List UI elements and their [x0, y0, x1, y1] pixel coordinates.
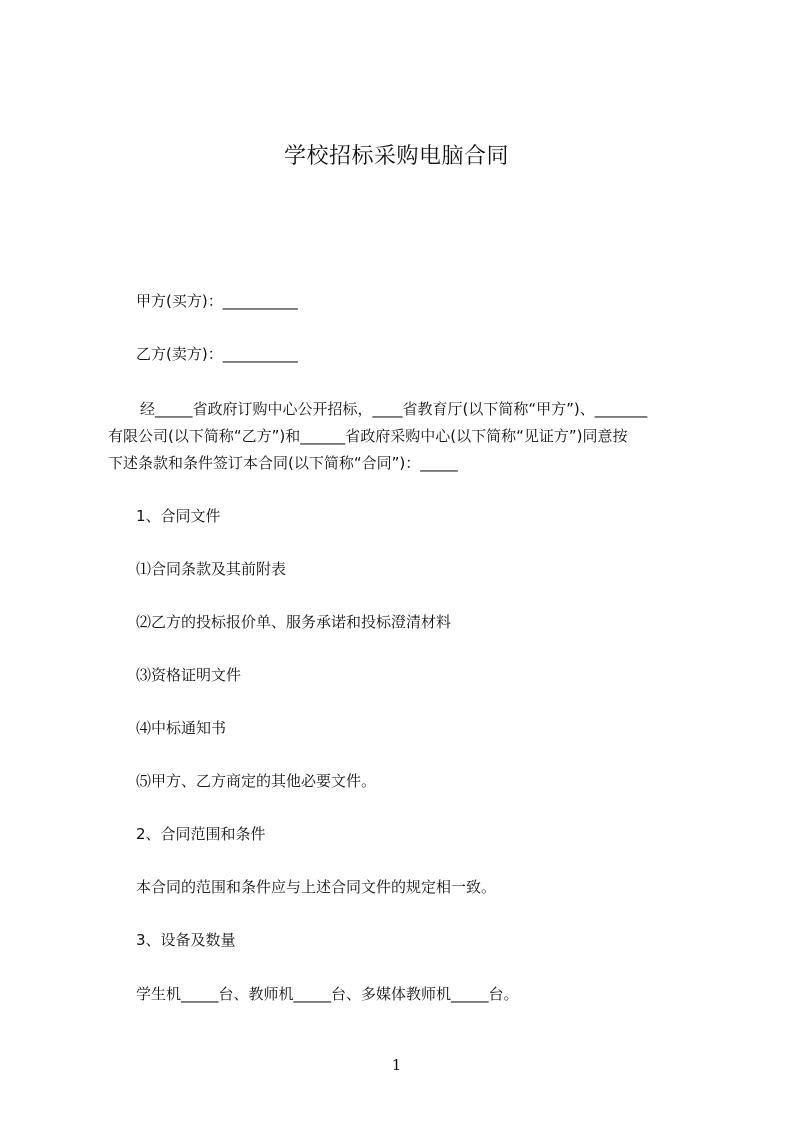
section-3-text: 学生机_____台、教师机_____台、多媒体教师机_____台。 — [136, 985, 519, 1003]
page-number: 1 — [391, 1056, 402, 1074]
intro-line: 有限公司(以下简称“乙方”)和______省政府采购中心(以下简称“见证方”)同意按 — [108, 427, 628, 445]
intro-line: 下述条款和条件签订本合同(以下简称“合同”)：_____ — [108, 454, 458, 472]
section-1-item: ⑸甲方、乙方商定的其他必要文件。 — [136, 772, 377, 790]
document-title: 学校招标采购电脑合同 — [283, 144, 509, 169]
section-3-heading: 3、设备及数量 — [136, 931, 236, 949]
section-2-text: 本合同的范围和条件应与上述合同文件的规定相一致。 — [136, 878, 497, 896]
section-1-item: ⑷中标通知书 — [136, 719, 227, 737]
party-b-line: 乙方(卖方)：__________ — [136, 345, 298, 363]
section-1-item: ⑴合同条款及其前附表 — [136, 560, 287, 578]
intro-line: 经_____省政府订购中心公开招标，____省教育厅(以下简称“甲方”)、_______ — [140, 400, 648, 418]
party-a-line: 甲方(买方)：__________ — [136, 292, 298, 310]
section-1-item: ⑵乙方的投标报价单、服务承诺和投标澄清材料 — [136, 613, 452, 631]
intro-paragraph — [108, 396, 700, 477]
section-2-heading: 2、合同范围和条件 — [136, 825, 266, 843]
section-1-heading: 1、合同文件 — [136, 507, 221, 525]
section-1-item: ⑶资格证明文件 — [136, 666, 242, 684]
